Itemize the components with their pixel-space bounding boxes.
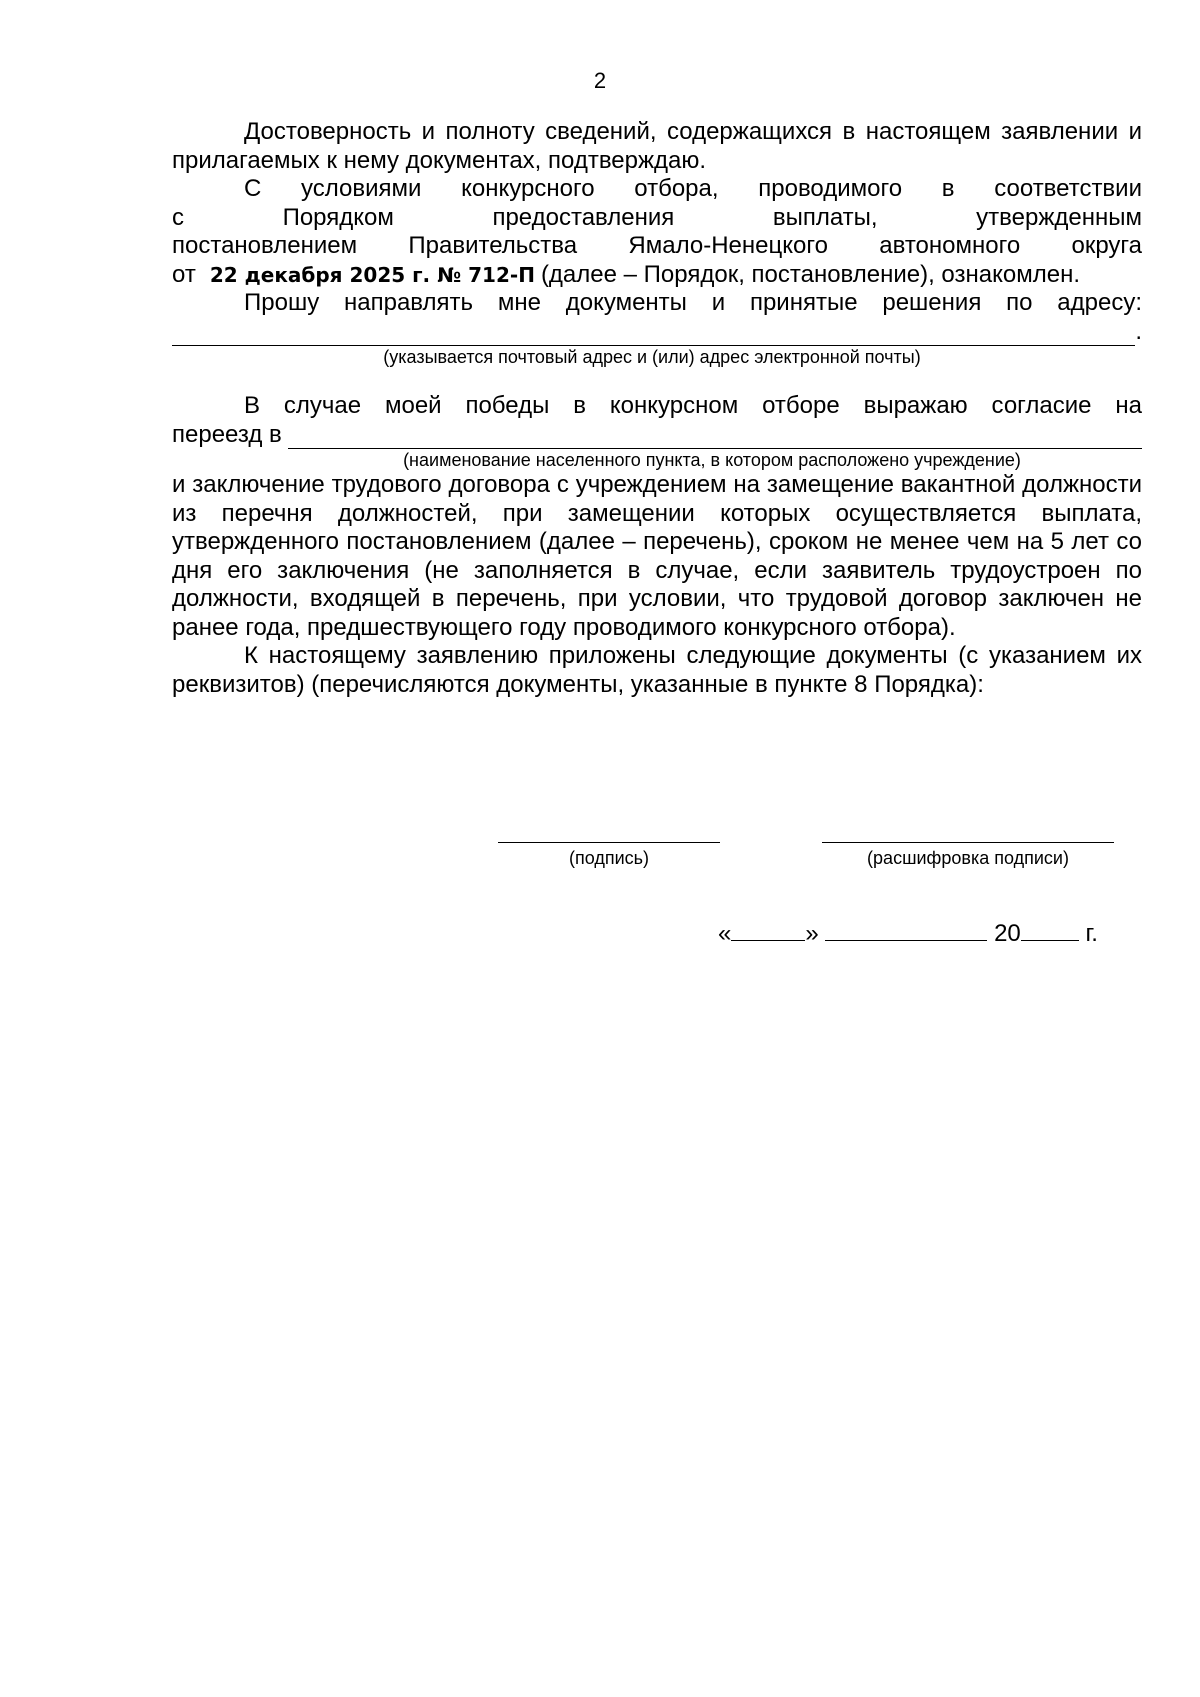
date-line: [718, 920, 1098, 948]
address-fill-line: [172, 318, 1142, 347]
date-open-quote: «: [718, 920, 732, 947]
paragraph-conditions-line1: С условиями конкурсного отбора, проводимого в соответствии: [244, 175, 1142, 202]
signature-decoding-field: [822, 822, 1114, 869]
signature-decoding-caption: (расшифровка подписи): [867, 848, 1069, 868]
signature-block: [0, 822, 1200, 882]
signature-decoding-input-line[interactable]: [822, 822, 1114, 843]
relocation-prefix: переезд в: [172, 420, 289, 448]
document-body: [172, 118, 1142, 699]
settlement-input-line[interactable]: [288, 426, 1142, 449]
day-input-line[interactable]: [731, 920, 805, 941]
page-number: 2: [593, 68, 607, 93]
from-word: от: [172, 260, 196, 288]
settlement-caption: (наименование населенного пункта, в котором расположено учреждение): [403, 450, 1021, 470]
paragraph-confirmation: Достоверность и полноту сведений, содержащихся в настоящем заявлении и прилагаемых к нему документах, подтверждаю.: [172, 118, 1142, 174]
signature-caption: (подпись): [568, 848, 650, 868]
address-line-period: .: [1135, 317, 1142, 345]
paragraph-relocation-consent: В случае моей победы в конкурсном отборе выражаю согласие на: [244, 392, 1142, 419]
order-reference: 22 декабря 2025 г. № 712-П: [209, 262, 535, 287]
address-input-line[interactable]: [172, 323, 1135, 346]
paragraph-conditions-line2: с Порядком предоставления выплаты, утвержденным: [172, 203, 1142, 231]
paragraph-attached-documents: К настоящему заявлению приложены следующие документы (с указанием их реквизитов) (перечисляются документы, указанные в пункте 8 Порядка):: [172, 642, 1142, 698]
paragraph-conditions-line4: [172, 261, 1142, 290]
paragraph-employment-contract: и заключение трудового договора с учреждением на замещение вакантной должности из перечня должностей, при замещении которых осуществляется выплата, утвержденного постановлением (далее – перечень), сроком не менее чем на 5 лет со дня его заключения (не заполняется в случае, если заявитель трудоустроен по должности, входящей в перечень, при условии, что трудовой договор заключен не ранее года, предшествующего году проводимого конкурсного отбора).: [172, 471, 1142, 641]
order-suffix: (далее – Порядок, постановление), ознакомлен.: [540, 260, 1080, 288]
year-suffix: г.: [1085, 920, 1098, 947]
year-prefix: 20: [994, 920, 1021, 947]
signature-input-line[interactable]: [498, 822, 720, 843]
year-input-line[interactable]: [1021, 920, 1079, 941]
signature-field: [498, 822, 720, 869]
date-close-quote: »: [805, 920, 819, 947]
paragraph-conditions-line3: постановлением Правительства Ямало-Ненецкого автономного округа: [172, 232, 1142, 259]
address-caption: (указывается почтовый адрес и (или) адрес электронной почты): [383, 347, 921, 367]
month-input-line[interactable]: [825, 920, 987, 941]
paragraph-address-request: Прошу направлять мне документы и принятые решения по адресу:: [244, 289, 1142, 316]
settlement-fill-line: [172, 421, 1142, 450]
